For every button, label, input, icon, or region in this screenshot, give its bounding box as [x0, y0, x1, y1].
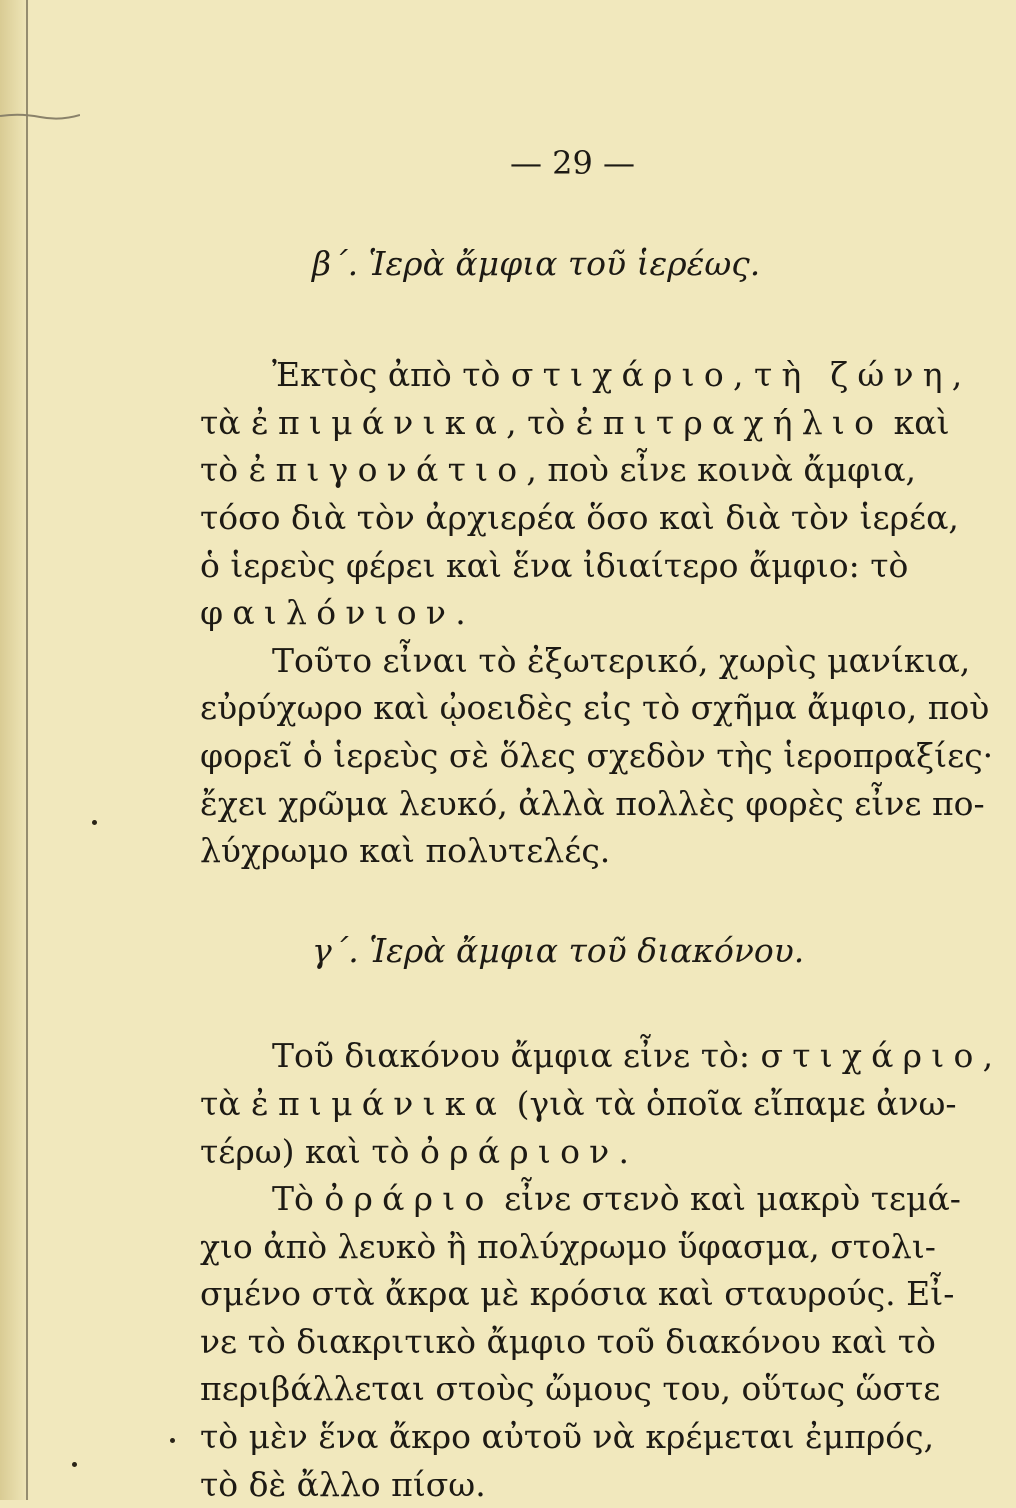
text-run: τὰ: [200, 1083, 252, 1123]
text-line: Τοῦτο εἶναι τὸ ἐξωτερικό, χωρὶς μανίκια,: [272, 640, 971, 680]
text-line: [200, 1270, 955, 1318]
text-line: [200, 351, 963, 399]
spaced-term: ἐπιμάνικα: [251, 402, 507, 442]
spine-edge-line: [26, 0, 28, 1500]
margin-mark: [72, 1462, 77, 1467]
text-run: (γιὰ τὰ ὁποῖα εἴπαμε ἀνω-: [506, 1083, 957, 1123]
text-run: περιβάλλεται στοὺς ὤμους του, οὕτως ὥστε: [200, 1369, 941, 1409]
text-run: ,: [951, 355, 963, 395]
spaced-term: φαιλόνιον: [200, 593, 456, 633]
text-line: ἔχει χρῶμα λευκό, ἀλλὰ πολλὲς φορὲς εἶνε πο-: [200, 783, 985, 823]
text-line: [200, 1223, 955, 1271]
text-run: τὸ: [200, 450, 249, 490]
text-line: [200, 1128, 955, 1176]
text-run: , ποὺ εἶνε κοινὰ ἄμφια,: [526, 450, 916, 490]
text-line: [200, 399, 955, 447]
text-run: τέρω) καὶ τὸ: [200, 1131, 420, 1171]
text-run: ὁ ἱερεὺς φέρει καὶ ἕνα ἰδιαίτερο ἄμφιο: τὸ: [200, 545, 909, 585]
paragraph-deacon-vestments: [200, 1032, 994, 1175]
text-line: λύχρωμο καὶ πολυτελές.: [200, 831, 611, 871]
spaced-term: τὴ ζώνη: [753, 355, 952, 395]
text-run: νε τὸ διακριτικὸ ἄμφιο τοῦ διακόνου καὶ τὸ: [200, 1321, 936, 1361]
spaced-term: στιχάριο: [760, 1036, 983, 1076]
text-run: τὰ: [200, 402, 252, 442]
text-run: τὸ δὲ ἄλλο πίσω.: [200, 1464, 486, 1504]
paragraph-priest-vestments: [200, 351, 963, 637]
text-line: [200, 1175, 961, 1223]
text-run: Τοῦ διακόνου ἄμφια εἶνε τὸ:: [272, 1036, 761, 1076]
text-run: τόσο διὰ τὸν ἀρχιερέα ὅσο καὶ διὰ τὸν ἱερέα,: [200, 497, 959, 537]
text-run: .: [618, 1131, 629, 1171]
text-run: ,: [732, 355, 754, 395]
text-run: Τὸ: [272, 1179, 325, 1219]
spaced-term: ἐπιτραχήλιο: [575, 402, 884, 442]
spaced-term: ἐπιγονάτιο: [248, 450, 527, 490]
spaced-term: ὀράριον: [419, 1131, 619, 1171]
text-run: Ἐκτὸς ἀπὸ τὸ: [272, 355, 511, 395]
text-run: ,: [982, 1036, 994, 1076]
text-line: [200, 1413, 955, 1461]
text-line: [200, 1032, 994, 1080]
text-line: [200, 1318, 955, 1366]
text-line: [200, 1365, 955, 1413]
text-line: [200, 494, 959, 542]
text-line: [200, 446, 955, 494]
paragraph-orarion: [200, 1175, 961, 1508]
text-line: εὐρύχωρο καὶ ᾠοειδὲς εἰς τὸ σχῆμα ἄμφιο, ποὺ: [200, 688, 990, 728]
text-run: , τὸ: [506, 402, 576, 442]
book-page: [200, 140, 994, 1508]
section-heading-b: β΄. Ἱερὰ ἄμφια τοῦ ἱερέως.: [312, 243, 761, 283]
spaced-term: ὀράριο: [324, 1179, 494, 1219]
text-run: χιο ἀπὸ λευκὸ ἢ πολύχρωμο ὕφασμα, στολι-: [200, 1226, 936, 1266]
paragraph-phelonion: [200, 637, 994, 875]
section-heading-c: γ΄. Ἱερὰ ἄμφια τοῦ διακόνου.: [312, 930, 805, 970]
margin-mark: [170, 1438, 175, 1443]
text-run: εἶνε στενὸ καὶ μακρὺ τεμά-: [493, 1179, 961, 1219]
spaced-term: στιχάριο: [510, 355, 733, 395]
spaced-term: ἐπιμάνικα: [251, 1083, 507, 1123]
page-number: — 29 —: [509, 144, 636, 182]
text-run: τὸ μὲν ἕνα ἄκρο αὐτοῦ νὰ κρέμεται ἐμπρός,: [200, 1417, 935, 1457]
text-line: [200, 1080, 955, 1128]
text-run: καὶ: [883, 402, 950, 442]
text-line: [200, 542, 955, 590]
binding-thread: [0, 112, 80, 120]
text-run: .: [455, 593, 466, 633]
margin-mark: [92, 820, 97, 825]
text-run: σμένο στὰ ἄκρα μὲ κρόσια καὶ σταυρούς. Εἶ-: [200, 1274, 955, 1314]
text-line: φορεῖ ὁ ἱερεὺς σὲ ὅλες σχεδὸν τὴς ἱεροπραξίες·: [200, 735, 994, 775]
text-line: [200, 589, 955, 637]
text-line: [200, 1461, 955, 1508]
